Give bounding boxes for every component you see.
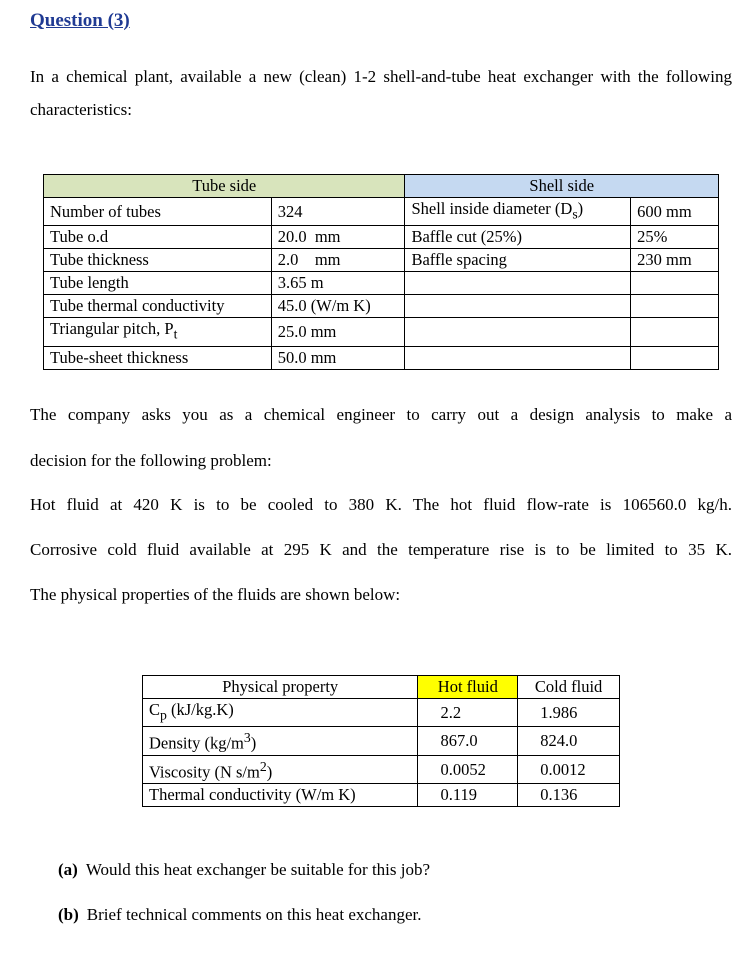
shell-value: 25%: [631, 226, 719, 249]
shell-value: 600 mm: [631, 198, 719, 226]
table-row: [44, 318, 719, 346]
property-label: Viscosity (N $s/m^2$): [143, 755, 418, 784]
tube-value: 20.0 mm: [271, 226, 405, 249]
intro-paragraph: In a chemical plant, available a new (clean) 1-2 shell-and-tube heat exchanger with the following characteristics:: [30, 67, 732, 119]
page-title: Question (3): [30, 10, 130, 31]
hot-value: 867.0: [418, 727, 518, 756]
body-line: Hot fluid at 420 K is to be cooled to 380 K. The hot fluid flow-rate is 106560.0 kg/h.: [30, 495, 732, 514]
table-row: [143, 699, 620, 727]
empty-cell: [405, 346, 631, 369]
tube-label: Tube thickness: [44, 249, 272, 272]
table-header-row: [44, 175, 719, 198]
property-label: $C_p$ (kJ/kg.K): [143, 699, 418, 727]
cold-value: 824.0: [518, 727, 620, 756]
cold-value: 1.986: [518, 699, 620, 727]
body-line: The company asks you as a chemical engineer to carry out a design analysis to make a: [30, 405, 732, 424]
tube-label: Triangular pitch, $P_t$: [44, 318, 272, 346]
question-b: (b) Brief technical comments on this heat exchanger.: [58, 905, 422, 924]
table-row: [143, 784, 620, 807]
property-header: Physical property: [143, 676, 418, 699]
empty-cell: [631, 318, 719, 346]
hot-value: 0.0052: [418, 755, 518, 784]
cold-value: 0.0012: [518, 755, 620, 784]
tube-label: Tube-sheet thickness: [44, 346, 272, 369]
shell-value: 230 mm: [631, 249, 719, 272]
empty-cell: [405, 318, 631, 346]
empty-cell: [631, 272, 719, 295]
shell-label: Shell inside diameter $(D_s)$: [405, 198, 631, 226]
hot-value: 2.2: [418, 699, 518, 727]
physical-properties-table: [142, 675, 620, 807]
empty-cell: [631, 295, 719, 318]
table-row: [44, 249, 719, 272]
shell-label: Baffle spacing: [405, 249, 631, 272]
question-a: (a) Would this heat exchanger be suitable for this job?: [58, 860, 431, 879]
property-label: Thermal conductivity (W/m K): [143, 784, 418, 807]
body-line: decision for the following problem:: [30, 451, 272, 470]
cold-value: 0.136: [518, 784, 620, 807]
tube-value: 324: [271, 198, 405, 226]
property-label: Density $(kg/m^3)$: [143, 727, 418, 756]
table-header-row: [143, 676, 620, 699]
table-row: [44, 346, 719, 369]
shell-side-header: Shell side: [405, 175, 719, 198]
hot-fluid-header: Hot fluid: [418, 676, 518, 699]
table-row: [143, 755, 620, 784]
tube-value: 25.0 mm: [271, 318, 405, 346]
tube-side-header: Tube side: [44, 175, 405, 198]
table-row: [44, 295, 719, 318]
exchanger-characteristics-table: [43, 174, 719, 370]
table-row: [143, 727, 620, 756]
tube-label: Tube length: [44, 272, 272, 295]
tube-value: 50.0 mm: [271, 346, 405, 369]
tube-value: 2.0 mm: [271, 249, 405, 272]
tube-label: Number of tubes: [44, 198, 272, 226]
empty-cell: [631, 346, 719, 369]
hot-value: 0.119: [418, 784, 518, 807]
tube-value: 3.65 m: [271, 272, 405, 295]
table-row: [44, 272, 719, 295]
shell-label: Baffle cut (25%): [405, 226, 631, 249]
table-row: [44, 198, 719, 226]
body-line: Corrosive cold fluid available at 295 K and the temperature rise is to be limited to 35 K.: [30, 540, 732, 559]
empty-cell: [405, 272, 631, 295]
tube-label: Tube o.d: [44, 226, 272, 249]
tube-label: Tube thermal conductivity: [44, 295, 272, 318]
table-row: [44, 226, 719, 249]
cold-fluid-header: Cold fluid: [518, 676, 620, 699]
body-line: The physical properties of the fluids are shown below:: [30, 585, 401, 604]
tube-value: 45.0 (W/m K): [271, 295, 405, 318]
empty-cell: [405, 295, 631, 318]
